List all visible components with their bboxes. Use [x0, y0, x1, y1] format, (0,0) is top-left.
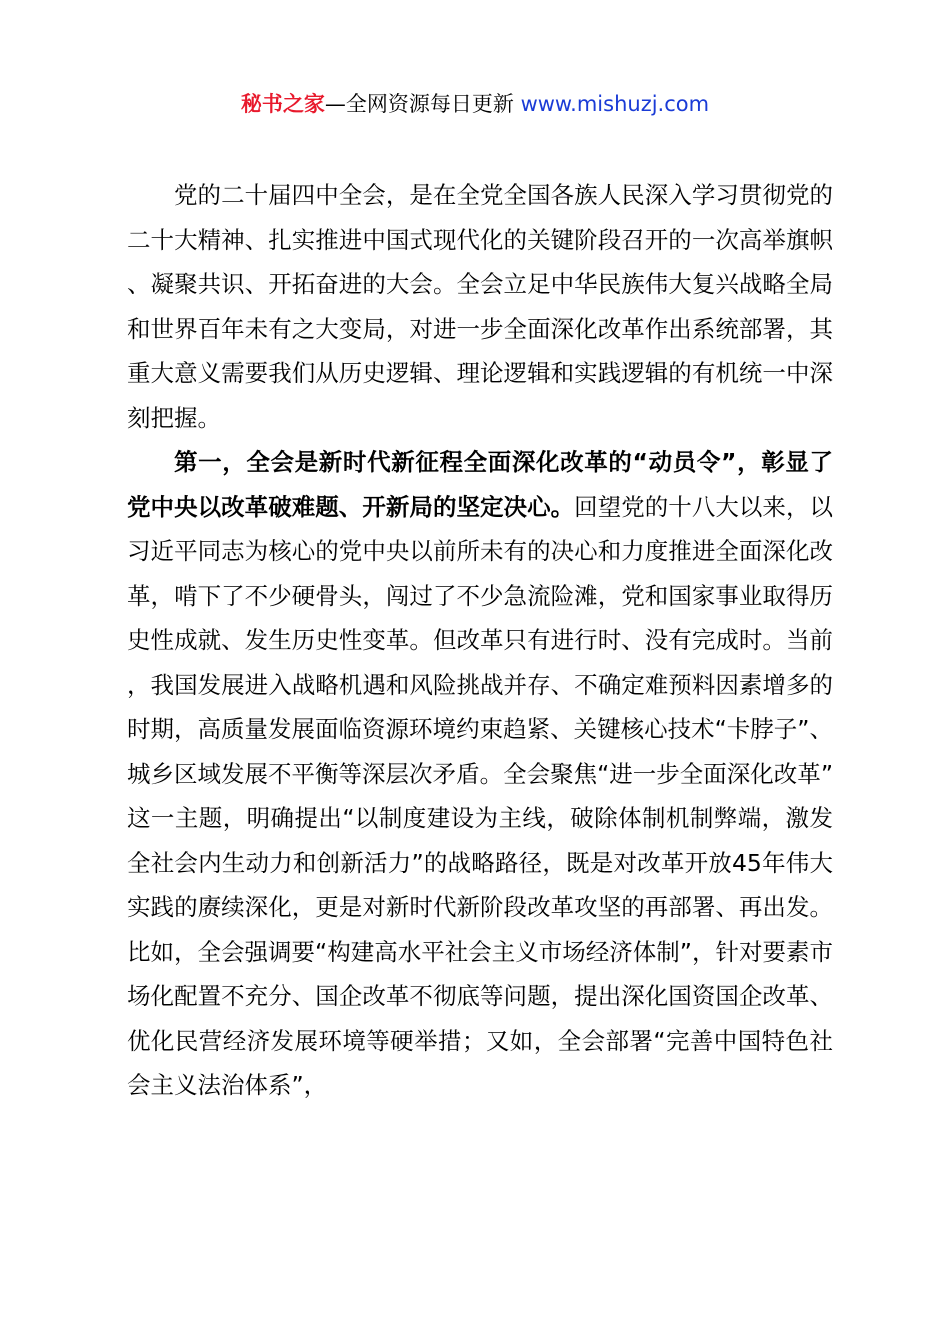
paragraph-text: 党的二十届四中全会，是在全党全国各族人民深入学习贯彻党的二十大精神、扎实推进中国式现代化的关键阶段召开的一次高举旗帜、凝聚共识、开拓奋进的大会。全会立足中华民族伟大复兴战略全局和世界百年未有之大变局，对进一步全面深化改革作出系统部署，其重大意义需要我们从历史逻辑、理论逻辑和实践逻辑的有机统一中深刻把握。: [127, 181, 833, 432]
page-header: [0, 86, 950, 122]
website-link[interactable]: www.mishuzj.com: [520, 92, 710, 116]
article-body: [127, 173, 833, 1108]
paragraph-text: 回望党的十八大以来，以习近平同志为核心的党中央以前所未有的决心和力度推进全面深化改革，啃下了不少硬骨头，闯过了不少急流险滩，党和国家事业取得历史性成就、发生历史性变革。但改革只有进行时、没有完成时。当前，我国发展进入战略机遇和风险挑战并存、不确定难预料因素增多的时期，高质量发展面临资源环境约束趋紧、关键核心技术“卡脖子”、城乡区域发展不平衡等深层次矛盾。全会聚焦“进一步全面深化改革”这一主题，明确提出“以制度建设为主线，破除体制机制弊端，激发全社会内生动力和创新活力”的战略路径，既是对改革开放45年伟大实践的赓续深化，更是对新时代新阶段改革攻坚的再部署、再出发。比如，全会强调要“构建高水平社会主义市场经济体制”，针对要素市场化配置不充分、国企改革不彻底等问题，提出深化国资国企改革、优化民营经济发展环境等硬举措；又如，全会部署“完善中国特色社会主义法治体系”，: [127, 492, 834, 1099]
paragraph-intro: [127, 173, 833, 440]
paragraph-bold-lead: 第一，全会是新时代新征程全面深化改革的“动员令”，彰显了党中央以改革破难题、开新局的坚定决心。: [127, 448, 833, 521]
brand-name: 秘书之家: [240, 92, 325, 116]
paragraph-first-point: [127, 440, 833, 1108]
header-tagline: —全网资源每日更新: [324, 92, 521, 116]
